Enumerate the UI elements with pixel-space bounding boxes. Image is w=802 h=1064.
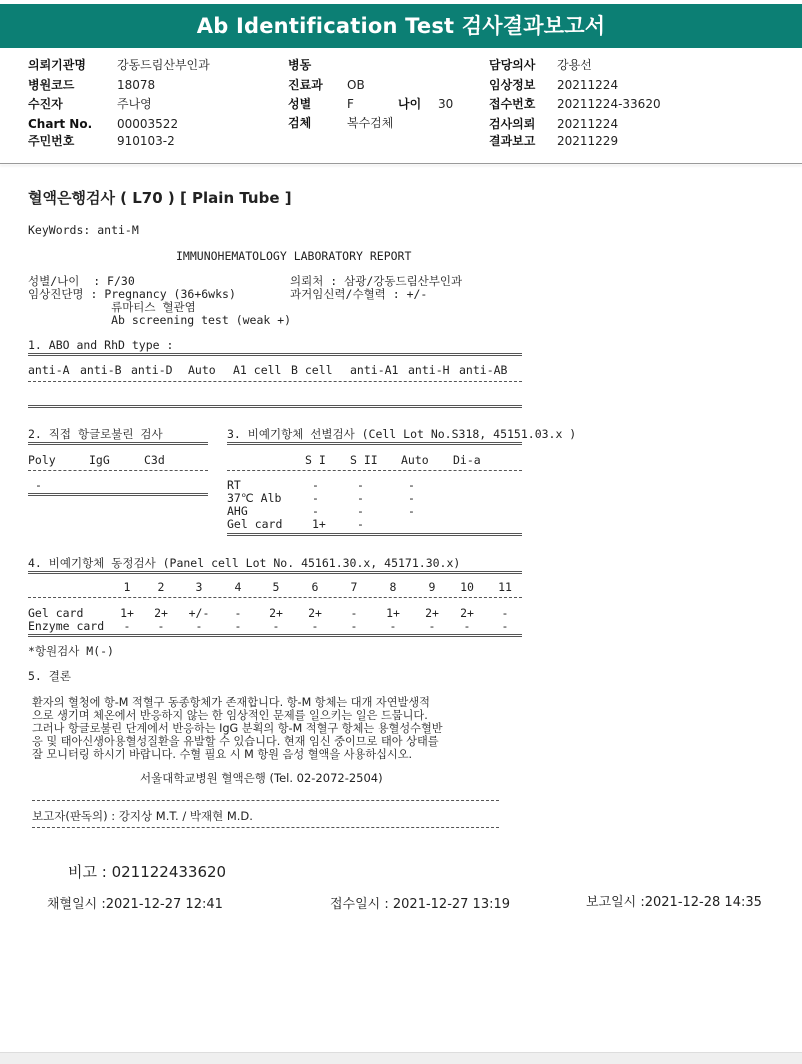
s3-row-37alb-s1: - bbox=[312, 491, 319, 505]
section1-top-rule bbox=[28, 353, 522, 356]
s1-header-anti-d: anti-D bbox=[131, 363, 173, 377]
section2-title: 2. 직접 항글로불린 검사 bbox=[28, 427, 163, 441]
s2-value-poly: - bbox=[35, 478, 42, 492]
panel-row-gel-card-label: Gel card bbox=[28, 606, 84, 620]
panel-column-2: 2 bbox=[157, 580, 165, 594]
patient-referrer: 의뢰처 : 삼광/강동드림산부인과 bbox=[290, 274, 463, 288]
s3-row-gelcard-label: Gel card bbox=[227, 517, 283, 531]
info-label-test-request: 검사의뢰 bbox=[489, 117, 536, 131]
s3-row-rt-label: RT bbox=[227, 478, 241, 492]
panel-column-1: 1 bbox=[123, 580, 131, 594]
remark: 비고 : 021122433620 bbox=[68, 863, 227, 881]
patient-diagnosis: 임상진단명 : Pregnancy (36+6wks) bbox=[28, 287, 236, 301]
conclusion-line-5: 잘 모니터링 하시기 바랍니다. 수혈 필요 시 M 항원 음성 혈액을 사용하십시오. bbox=[32, 748, 413, 761]
s3-row-rt-auto: - bbox=[408, 478, 415, 492]
section2-header-rule bbox=[28, 470, 208, 471]
panel-enzyme-card-cell-8: - bbox=[389, 619, 397, 633]
info-value-sex: F bbox=[347, 97, 354, 111]
panel-column-5: 5 bbox=[272, 580, 280, 594]
panel-enzyme-card-cell-4: - bbox=[234, 619, 242, 633]
info-value-specimen: 복수검체 bbox=[347, 116, 394, 130]
info-value-chart-no: 00003522 bbox=[117, 117, 179, 131]
reporter-line: 보고자(판독의) : 강지상 M.T. / 박재현 M.D. bbox=[32, 809, 253, 823]
panel-column-4: 4 bbox=[234, 580, 242, 594]
panel-enzyme-card-cell-7: - bbox=[350, 619, 358, 633]
info-label-department: 진료과 bbox=[288, 78, 323, 92]
reporter-bottom-rule bbox=[32, 827, 499, 828]
section1-title: 1. ABO and RhD type : bbox=[28, 338, 174, 352]
panel-enzyme-card-cell-6: - bbox=[311, 619, 319, 633]
s3-row-rt-s1: - bbox=[312, 478, 319, 492]
panel-gel-card-cell-9: 2+ bbox=[425, 606, 439, 620]
section4-header-rule bbox=[28, 597, 522, 598]
info-label-receipt-number: 접수번호 bbox=[489, 97, 536, 111]
panel-gel-card-cell-4: - bbox=[234, 606, 242, 620]
section3-bottom-rule bbox=[227, 533, 522, 536]
section1-header-rule bbox=[28, 381, 522, 382]
s3-header-di-a: Di-a bbox=[453, 453, 481, 467]
antigen-test-note: *항원검사 M(-) bbox=[28, 644, 114, 658]
s3-row-ahg-auto: - bbox=[408, 504, 415, 518]
s1-header-anti-b: anti-B bbox=[80, 363, 122, 377]
info-label-ward: 병동 bbox=[288, 58, 312, 72]
info-value-resident-number: 910103-2 bbox=[117, 134, 175, 148]
info-label-clinical-info: 임상정보 bbox=[489, 78, 536, 92]
panel-gel-card-cell-5: 2+ bbox=[269, 606, 283, 620]
info-value-age: 30 bbox=[438, 97, 454, 111]
section3-header-rule bbox=[227, 470, 522, 471]
panel-column-9: 9 bbox=[428, 580, 436, 594]
s1-header-auto: Auto bbox=[188, 363, 216, 377]
conclusion-line-4: 응 및 태아신생아용혈성질환을 유발할 수 있습니다. 현재 임신 중이므로 태아 상태를 bbox=[32, 735, 439, 748]
bottom-scroll-strip bbox=[0, 1052, 802, 1064]
section3-title: 3. 비예기항체 선별검사 (Cell Lot No.S318, 45151.03.x ) bbox=[227, 427, 577, 441]
report-title: Ab Identification Test 검사결과보고서 bbox=[196, 14, 606, 38]
info-label-specimen: 검체 bbox=[288, 116, 312, 130]
patient-sex-age: 성별/나이 : F/30 bbox=[28, 274, 135, 288]
s2-header-c3d: C3d bbox=[144, 453, 165, 467]
info-value-hospital-code: 18078 bbox=[117, 78, 156, 92]
s1-header-anti-a1: anti-A1 bbox=[350, 363, 399, 377]
section4-title: 4. 비예기항체 동정검사 (Panel cell Lot No. 45161.30.x, 45171.30.x) bbox=[28, 556, 461, 570]
collection-datetime: 채혈일시 :2021-12-27 12:41 bbox=[47, 897, 223, 912]
section1-bottom-rule bbox=[28, 405, 522, 408]
s3-header-s1: S I bbox=[305, 453, 326, 467]
info-label-patient: 수진자 bbox=[28, 97, 63, 111]
s2-header-poly: Poly bbox=[28, 453, 56, 467]
patient-diagnosis-3: Ab screening test (weak +) bbox=[28, 313, 292, 327]
info-value-patient: 주나영 bbox=[117, 97, 152, 111]
s3-row-ahg-label: AHG bbox=[227, 504, 248, 518]
info-value-result-report: 20211229 bbox=[557, 134, 619, 148]
info-label-hospital-code: 병원코드 bbox=[28, 78, 75, 92]
panel-gel-card-cell-8: 1+ bbox=[386, 606, 400, 620]
panel-gel-card-cell-11: - bbox=[501, 606, 509, 620]
section2-top-rule bbox=[28, 442, 208, 445]
section4-top-rule bbox=[28, 571, 522, 574]
s3-row-37alb-s2: - bbox=[357, 491, 364, 505]
panel-column-10: 10 bbox=[460, 580, 474, 594]
s2-header-igg: IgG bbox=[89, 453, 110, 467]
panel-gel-card-cell-1: 1+ bbox=[120, 606, 134, 620]
conclusion-line-3: 그러나 항글로불린 단계에서 반응하는 IgG 분획의 항-M 적혈구 항체는 용혈성수혈반 bbox=[32, 722, 443, 735]
info-label-requesting-institution: 의뢰기관명 bbox=[28, 58, 86, 72]
panel-row-enzyme-card-label: Enzyme card bbox=[28, 619, 105, 633]
s3-header-s2: S II bbox=[350, 453, 378, 467]
patient-diagnosis-2: 류마티스 혈관염 bbox=[28, 300, 196, 314]
panel-gel-card-cell-3: +/- bbox=[188, 606, 210, 620]
panel-enzyme-card-cell-1: - bbox=[123, 619, 131, 633]
keywords: KeyWords: anti-M bbox=[28, 223, 139, 237]
panel-column-6: 6 bbox=[311, 580, 319, 594]
info-value-department: OB bbox=[347, 78, 365, 92]
s3-row-gelcard-s2: - bbox=[357, 517, 364, 531]
info-label-age: 나이 bbox=[398, 97, 422, 111]
panel-gel-card-cell-10: 2+ bbox=[460, 606, 474, 620]
info-label-physician: 담당의사 bbox=[489, 58, 536, 72]
report-title-banner bbox=[0, 4, 802, 48]
panel-gel-card-cell-7: - bbox=[350, 606, 358, 620]
panel-gel-card-cell-6: 2+ bbox=[308, 606, 322, 620]
conclusion-line-1: 환자의 혈청에 항-M 적혈구 동종항체가 존재합니다. 항-M 항체는 대개 자연발생적 bbox=[32, 696, 430, 709]
institution-line: 서울대학교병원 혈액은행 (Tel. 02-2072-2504) bbox=[140, 771, 383, 785]
document-title: 혈액은행검사 ( L70 ) [ Plain Tube ] bbox=[28, 189, 292, 207]
s3-row-ahg-s1: - bbox=[312, 504, 319, 518]
info-value-test-request: 20211224 bbox=[557, 117, 619, 131]
s3-header-auto: Auto bbox=[401, 453, 429, 467]
info-label-sex: 성별 bbox=[288, 97, 312, 111]
patient-history: 과거임신력/수혈력 : +/- bbox=[290, 287, 428, 301]
s1-header-anti-ab: anti-AB bbox=[459, 363, 508, 377]
info-divider bbox=[0, 163, 802, 164]
conclusion-line-2: 으로 생기며 체온에서 반응하지 않는 한 임상적인 문제를 일으키는 일은 드뭅니다. bbox=[32, 709, 428, 722]
info-value-clinical-info: 20211224 bbox=[557, 78, 619, 92]
reporter-top-rule bbox=[32, 800, 499, 801]
s3-row-37alb-label: 37℃ Alb bbox=[227, 491, 282, 505]
s1-header-b-cell: B cell bbox=[291, 363, 333, 377]
section2-bottom-rule bbox=[28, 493, 208, 496]
receipt-datetime: 접수일시 : 2021-12-27 13:19 bbox=[330, 897, 511, 912]
panel-column-8: 8 bbox=[389, 580, 397, 594]
info-value-physician: 강용선 bbox=[557, 58, 592, 72]
info-label-resident-number: 주민번호 bbox=[28, 134, 75, 148]
panel-enzyme-card-cell-3: - bbox=[195, 619, 203, 633]
panel-column-3: 3 bbox=[195, 580, 203, 594]
info-label-chart-no: Chart No. bbox=[28, 117, 93, 131]
panel-column-11: 11 bbox=[498, 580, 512, 594]
report-datetime: 보고일시 :2021-12-28 14:35 bbox=[586, 895, 762, 910]
s1-header-anti-a: anti-A bbox=[28, 363, 70, 377]
panel-enzyme-card-cell-2: - bbox=[157, 619, 165, 633]
panel-enzyme-card-cell-5: - bbox=[272, 619, 280, 633]
s3-row-gelcard-s1: 1+ bbox=[312, 517, 326, 531]
panel-enzyme-card-cell-9: - bbox=[428, 619, 436, 633]
s1-header-a1-cell: A1 cell bbox=[233, 363, 282, 377]
s1-header-anti-h: anti-H bbox=[408, 363, 450, 377]
s3-row-ahg-s2: - bbox=[357, 504, 364, 518]
info-value-requesting-institution: 강동드림산부인과 bbox=[117, 58, 210, 72]
panel-enzyme-card-cell-11: - bbox=[501, 619, 509, 633]
s3-row-rt-s2: - bbox=[357, 478, 364, 492]
panel-gel-card-cell-2: 2+ bbox=[154, 606, 168, 620]
section3-top-rule bbox=[227, 442, 522, 445]
info-value-receipt-number: 20211224-33620 bbox=[557, 97, 661, 111]
panel-enzyme-card-cell-10: - bbox=[463, 619, 471, 633]
panel-column-7: 7 bbox=[350, 580, 358, 594]
section5-title: 5. 결론 bbox=[28, 669, 71, 683]
s3-row-37alb-auto: - bbox=[408, 491, 415, 505]
info-label-result-report: 결과보고 bbox=[489, 134, 536, 148]
lab-report-title: IMMUNOHEMATOLOGY LABORATORY REPORT bbox=[176, 249, 412, 263]
section4-bottom-rule bbox=[28, 634, 522, 637]
